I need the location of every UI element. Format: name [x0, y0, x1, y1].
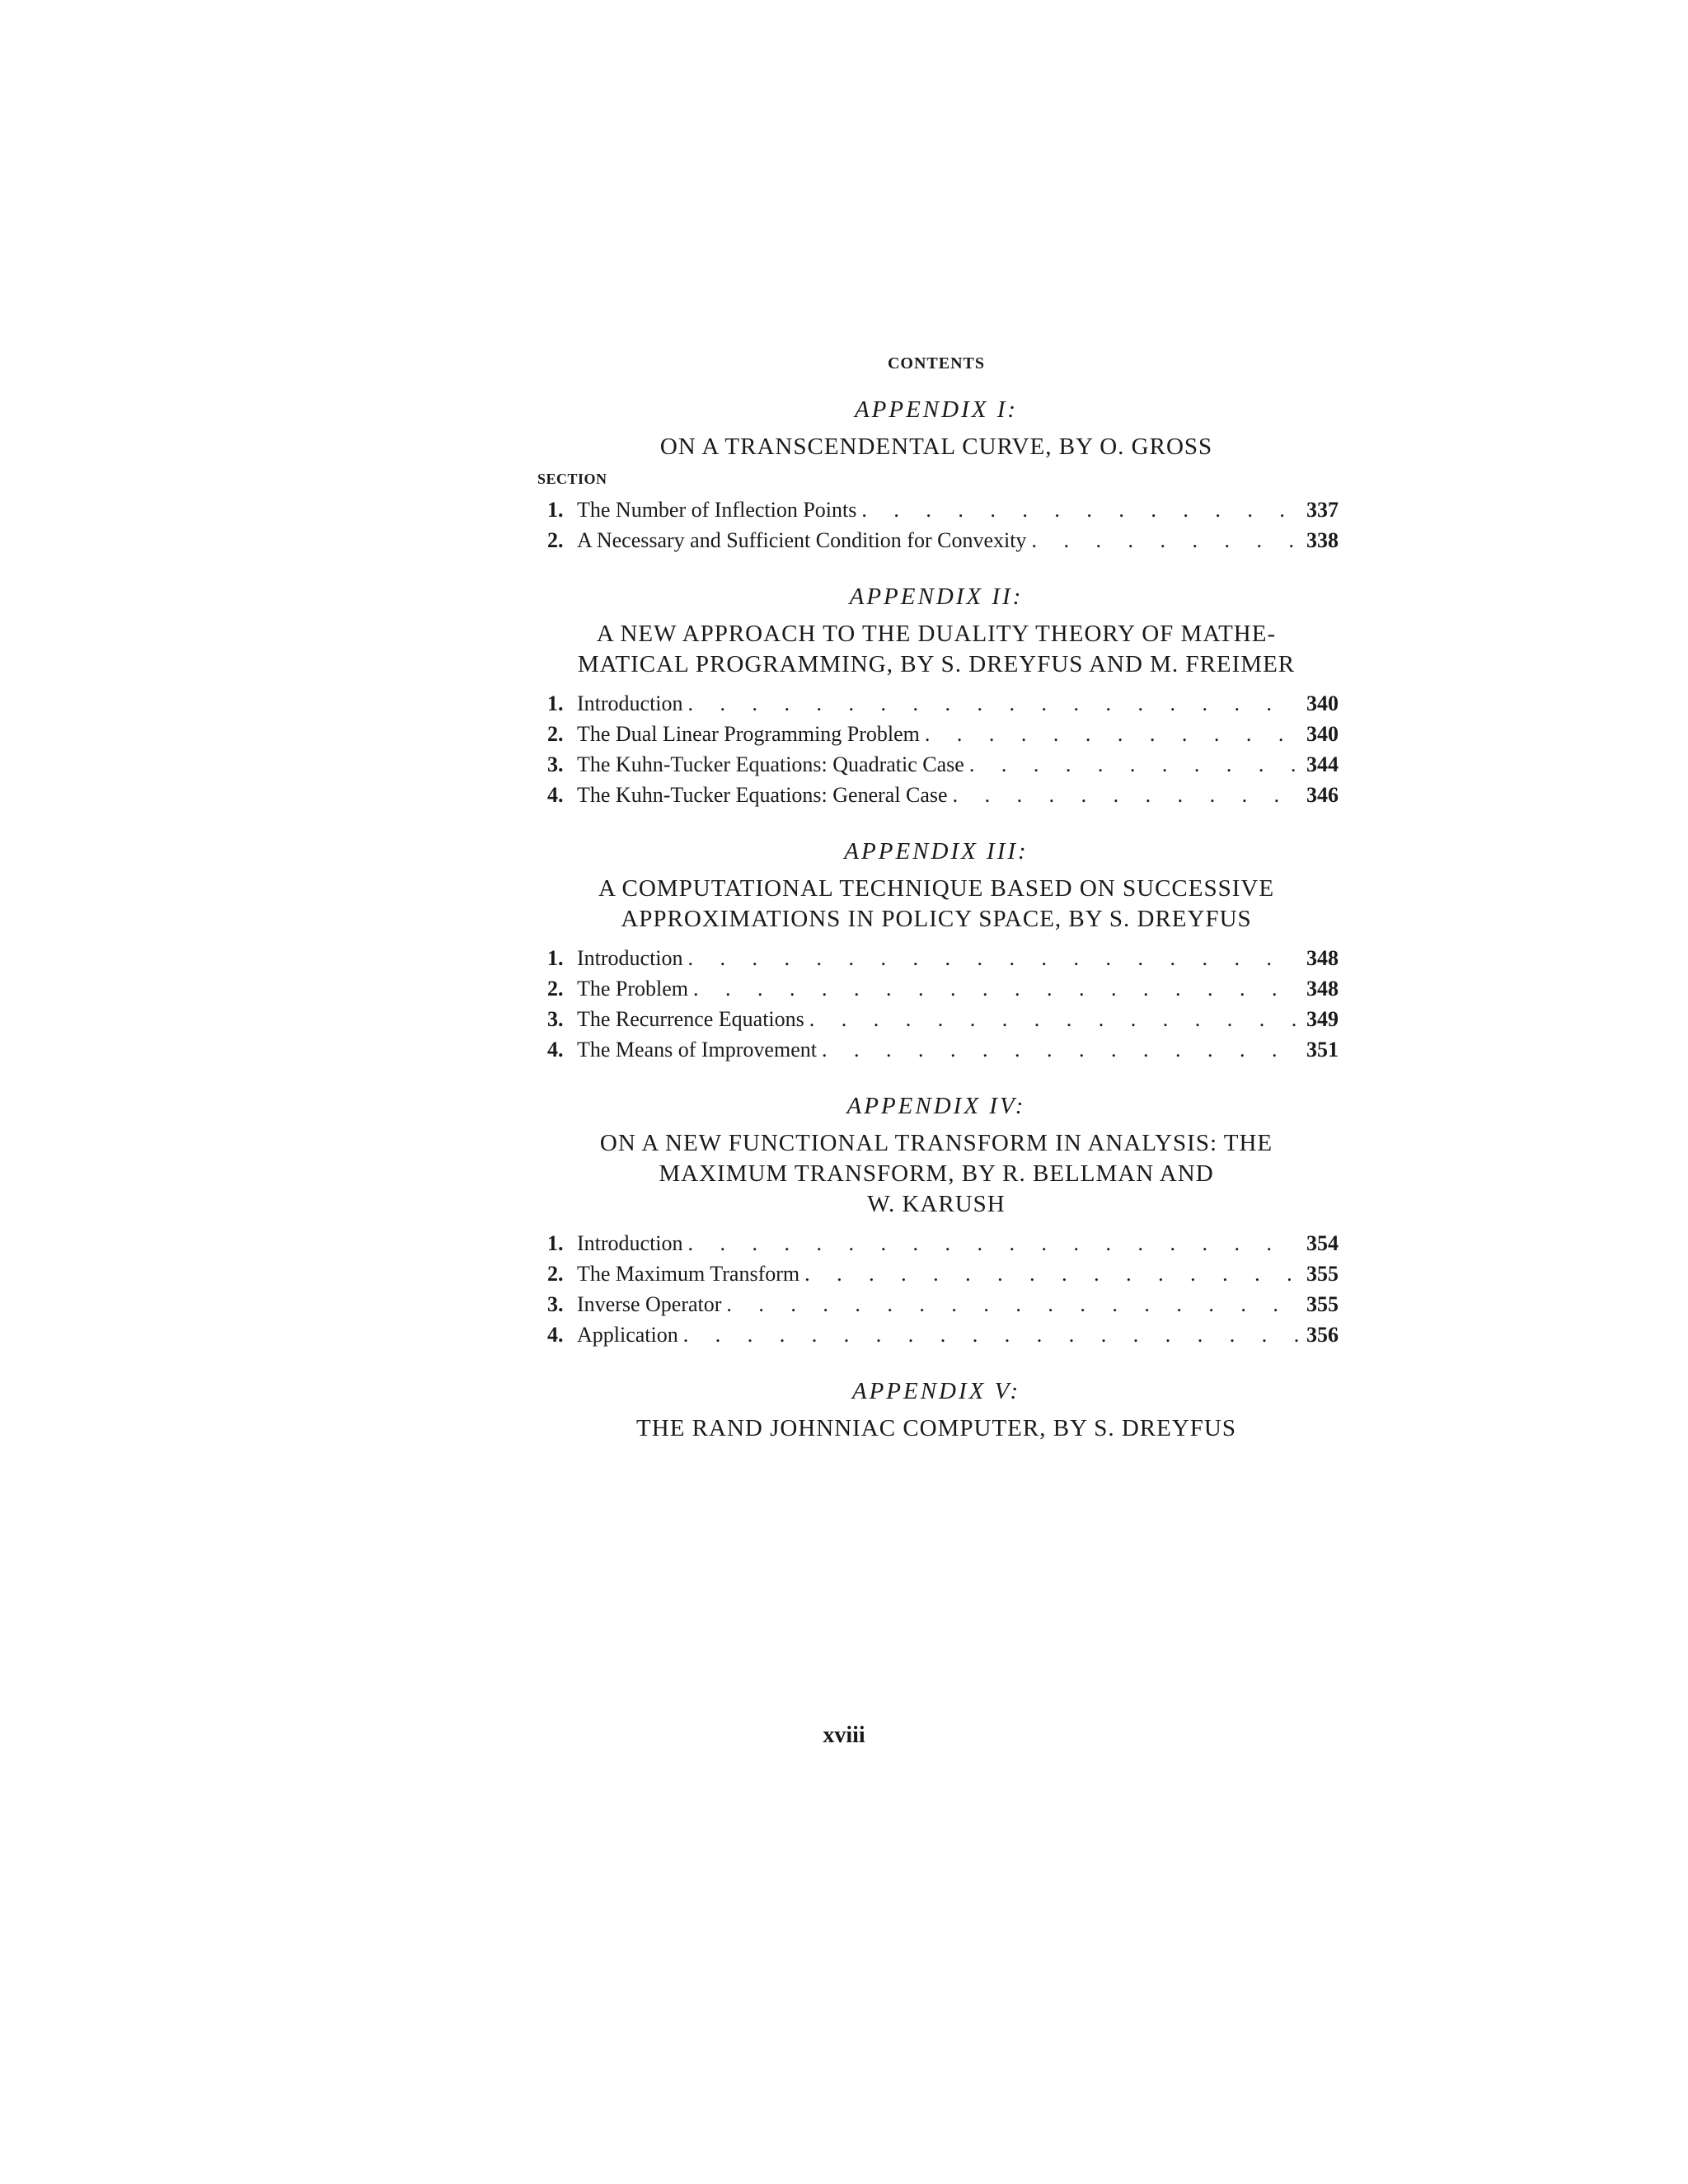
toc-entry	[547, 780, 1339, 810]
toc-entry-title: The Kuhn-Tucker Equations: General Case	[577, 783, 948, 807]
appendix-label: APPENDIX III:	[844, 838, 1029, 865]
toc-entry	[547, 1004, 1339, 1034]
appendix-title	[534, 1413, 1339, 1444]
toc-entry-page: 355	[1306, 1262, 1339, 1286]
contents-page	[534, 354, 1339, 1472]
toc-entry-number: 1.	[547, 946, 564, 970]
toc-entry-page: 354	[1306, 1231, 1339, 1255]
dot-leader	[948, 780, 1299, 810]
toc-entry	[547, 688, 1339, 719]
appendix-3	[534, 838, 1339, 1065]
appendix-title-line: A NEW APPROACH TO THE DUALITY THEORY OF MATHE-	[596, 621, 1277, 647]
toc-entry-title: The Dual Linear Programming Problem	[577, 722, 920, 746]
toc-entry-number: 2.	[547, 528, 564, 552]
section-label: SECTION	[537, 471, 607, 487]
toc-entry-number: 1.	[547, 1231, 564, 1255]
toc-entry-page: 348	[1306, 977, 1339, 1001]
toc-entry-number: 1.	[547, 691, 564, 715]
page-number: xviii	[823, 1722, 865, 1748]
dot-leader	[817, 1034, 1299, 1065]
dot-leader	[1026, 525, 1299, 555]
dot-leader	[920, 719, 1299, 749]
appendix-title-line: MATICAL PROGRAMMING, BY S. DREYFUS AND M. FREIMER	[577, 651, 1296, 677]
appendix-title-line: W. KARUSH	[867, 1191, 1006, 1217]
appendix-label: APPENDIX II:	[849, 583, 1024, 610]
running-head: CONTENTS	[887, 354, 986, 373]
toc-entry-title: A Necessary and Sufficient Condition for Convexity	[577, 528, 1027, 552]
toc-entry-number: 3.	[547, 752, 564, 776]
toc-entry-page: 355	[1306, 1292, 1339, 1316]
dot-leader	[804, 1004, 1299, 1034]
toc-list	[534, 943, 1339, 1065]
appendix-title-line: APPROXIMATIONS IN POLICY SPACE, BY S. DREYFUS	[621, 906, 1252, 932]
toc-entry-page: 337	[1306, 498, 1339, 522]
toc-entry-page: 340	[1306, 722, 1339, 746]
toc-entry	[547, 1319, 1339, 1350]
appendix-4	[534, 1093, 1339, 1350]
toc-entry-number: 4.	[547, 1323, 564, 1347]
toc-entry	[547, 973, 1339, 1004]
toc-list	[534, 688, 1339, 810]
toc-entry-number: 4.	[547, 783, 564, 807]
appendix-title-line: THE RAND JOHNNIAC COMPUTER, BY S. DREYFUS	[636, 1415, 1236, 1441]
toc-entry-number: 1.	[547, 498, 564, 522]
dot-leader	[683, 688, 1299, 719]
appendix-title-line: MAXIMUM TRANSFORM, BY R. BELLMAN AND	[659, 1160, 1214, 1187]
dot-leader	[721, 1289, 1299, 1319]
dot-leader	[688, 973, 1299, 1004]
toc-entry-page: 348	[1306, 946, 1339, 970]
toc-entry-title: The Recurrence Equations	[577, 1007, 804, 1031]
appendix-5	[534, 1378, 1339, 1444]
toc-entry-title: The Means of Improvement	[577, 1038, 817, 1062]
toc-entry-title: Introduction	[577, 691, 683, 715]
toc-entry	[547, 943, 1339, 973]
toc-entry	[547, 749, 1339, 780]
toc-entry	[547, 525, 1339, 555]
toc-entry-title: The Number of Inflection Points	[577, 498, 857, 522]
dot-leader	[678, 1319, 1299, 1350]
toc-entry	[547, 494, 1339, 525]
toc-entry	[547, 1228, 1339, 1258]
dot-leader	[964, 749, 1299, 780]
appendix-1	[534, 396, 1339, 555]
appendix-label: APPENDIX IV:	[846, 1093, 1026, 1119]
toc-entry-title: Application	[577, 1323, 678, 1347]
dot-leader	[856, 494, 1299, 525]
appendix-label: APPENDIX V:	[851, 1378, 1021, 1404]
toc-entry-title: The Maximum Transform	[577, 1262, 800, 1286]
toc-entry	[547, 1258, 1339, 1289]
appendix-title	[534, 1128, 1339, 1220]
appendix-label: APPENDIX I:	[854, 396, 1019, 423]
toc-entry-page: 356	[1306, 1323, 1339, 1347]
toc-entry-page: 349	[1306, 1007, 1339, 1031]
dot-leader	[799, 1258, 1299, 1289]
toc-entry-number: 4.	[547, 1038, 564, 1062]
toc-entry	[547, 1289, 1339, 1319]
appendix-2	[534, 583, 1339, 810]
appendix-title-line: ON A NEW FUNCTIONAL TRANSFORM IN ANALYSIS: THE	[599, 1130, 1273, 1156]
toc-entry-number: 2.	[547, 1262, 564, 1286]
appendix-title	[534, 432, 1339, 462]
toc-entry-page: 340	[1306, 691, 1339, 715]
toc-entry	[547, 719, 1339, 749]
toc-entry-number: 3.	[547, 1292, 564, 1316]
toc-entry-title: The Problem	[577, 977, 689, 1001]
toc-entry-number: 2.	[547, 977, 564, 1001]
toc-entry-page: 344	[1306, 752, 1339, 776]
toc-entry-page: 338	[1306, 528, 1339, 552]
toc-list	[534, 1228, 1339, 1350]
appendix-title-line: A COMPUTATIONAL TECHNIQUE BASED ON SUCCESSIVE	[598, 875, 1275, 902]
toc-entry-number: 2.	[547, 722, 564, 746]
toc-list	[534, 494, 1339, 555]
dot-leader	[683, 1228, 1299, 1258]
toc-entry-page: 346	[1306, 783, 1339, 807]
toc-entry-page: 351	[1306, 1038, 1339, 1062]
appendix-title-line: ON A TRANSCENDENTAL CURVE, BY O. GROSS	[659, 434, 1213, 460]
dot-leader	[683, 943, 1299, 973]
toc-entry-title: The Kuhn-Tucker Equations: Quadratic Case	[577, 752, 964, 776]
toc-entry-title: Introduction	[577, 1231, 683, 1255]
toc-entry-number: 3.	[547, 1007, 564, 1031]
appendix-title	[534, 874, 1339, 935]
toc-entry-title: Introduction	[577, 946, 683, 970]
toc-entry-title: Inverse Operator	[577, 1292, 722, 1316]
toc-entry	[547, 1034, 1339, 1065]
appendix-title	[534, 619, 1339, 680]
